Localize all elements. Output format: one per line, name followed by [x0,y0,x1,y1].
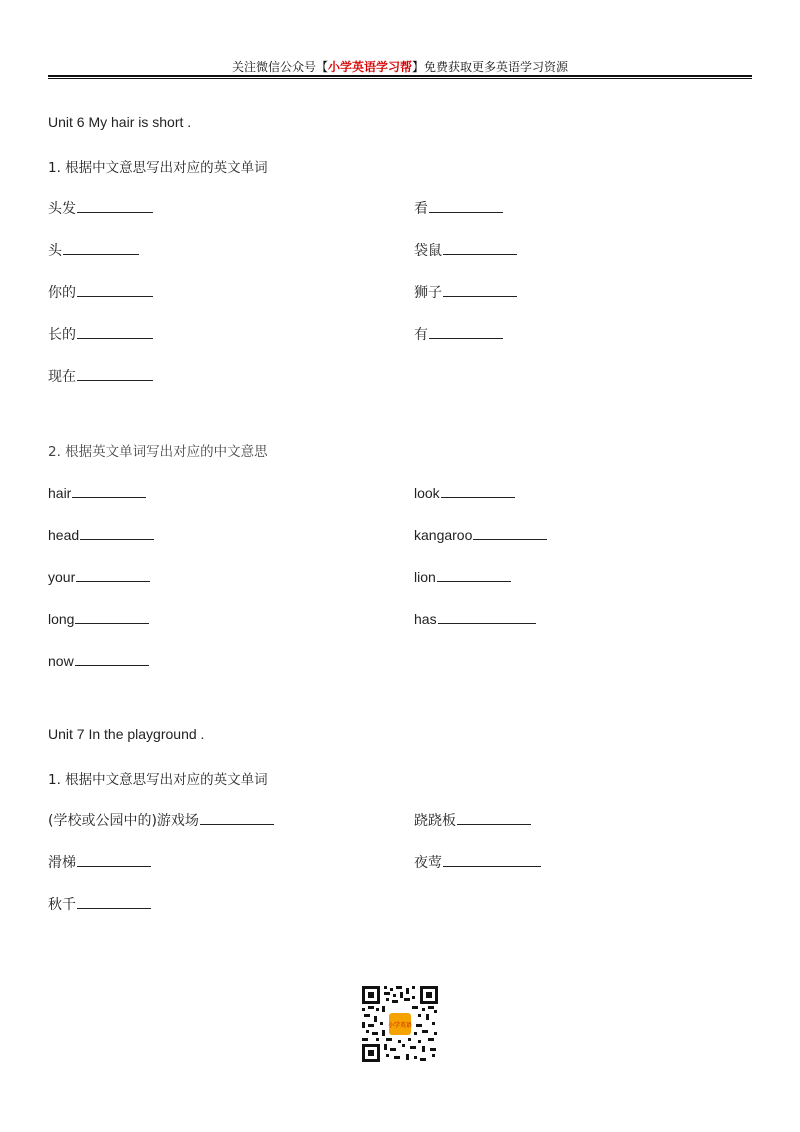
unit6-s1-left-0 [48,198,153,218]
answer-blank[interactable] [438,609,536,624]
answer-blank[interactable] [443,852,541,867]
unit6-s1-right-0 [414,198,503,218]
unit7-title: Unit 7 In the playground . [48,726,205,742]
word-label: 看 [414,201,428,217]
answer-blank[interactable] [72,483,146,498]
word-label: 夜莺 [414,855,442,871]
header-rule-thin [48,78,752,79]
unit6-s2-left-0 [48,483,146,501]
header-suffix: 】免费获取更多英语学习资源 [412,60,569,74]
unit7-s1-left-2 [48,894,151,914]
answer-blank[interactable] [437,567,511,582]
page-header [0,58,800,75]
word-label: 狮子 [414,285,442,301]
unit6-s1-left-4 [48,366,153,386]
answer-blank[interactable] [77,366,153,381]
word-label: look [414,485,440,501]
answer-blank[interactable] [77,894,151,909]
unit6-s2-left-1 [48,525,154,543]
unit6-s2-right-3 [414,609,536,627]
unit6-s2-right-0 [414,483,515,501]
answer-blank[interactable] [77,198,153,213]
word-label: 现在 [48,369,76,385]
word-label: 滑梯 [48,855,76,871]
word-label: 长的 [48,327,76,343]
header-prefix: 关注微信公众号【 [231,60,328,74]
word-label: 袋鼠 [414,243,442,259]
qr-center-logo: 小学英语 [387,1022,413,1029]
unit6-s2-left-4 [48,651,149,669]
word-label: 头 [48,243,62,259]
unit7-s1-right-1 [414,852,541,872]
answer-blank[interactable] [77,852,151,867]
answer-blank[interactable] [77,282,153,297]
unit6-s1-right-3 [414,324,503,344]
unit6-s2-right-2 [414,567,511,585]
answer-blank[interactable] [441,483,515,498]
answer-blank[interactable] [77,324,153,339]
header-rule-thick [48,75,752,77]
unit6-s1-left-3 [48,324,153,344]
word-label: has [414,611,437,627]
unit7-section1-heading: 1. 根据中文意思写出对应的英文单词 [48,772,268,788]
answer-blank[interactable] [63,240,139,255]
answer-blank[interactable] [200,810,274,825]
unit6-s1-right-2 [414,282,517,302]
answer-blank[interactable] [443,282,517,297]
unit7-s1-right-0 [414,810,531,830]
qr-code-icon [362,986,438,1062]
answer-blank[interactable] [80,525,154,540]
word-label: kangaroo [414,527,473,543]
answer-blank[interactable] [473,525,547,540]
word-label: lion [414,569,436,585]
word-label: long [48,611,75,627]
word-label: 头发 [48,201,76,217]
unit6-s1-right-1 [414,240,517,260]
unit6-s1-left-2 [48,282,153,302]
unit7-s1-left-1 [48,852,151,872]
unit6-s1-left-1 [48,240,139,260]
answer-blank[interactable] [76,567,150,582]
word-label: now [48,653,74,669]
word-label: (学校或公园中的)游戏场 [48,813,199,829]
unit6-s2-right-1 [414,525,547,543]
unit7-s1-left-0 [48,810,274,830]
word-label: 跷跷板 [414,813,456,829]
word-label: 秋千 [48,897,76,913]
word-label: your [48,569,76,585]
header-account-name: 小学英语学习帮 [327,60,412,74]
answer-blank[interactable] [443,240,517,255]
unit6-section1-heading: 1. 根据中文意思写出对应的英文单词 [48,160,268,176]
word-label: hair [48,485,72,501]
answer-blank[interactable] [429,198,503,213]
word-label: 有 [414,327,428,343]
word-label: 你的 [48,285,76,301]
word-label: head [48,527,80,543]
unit6-section2-heading: 2. 根据英文单词写出对应的中文意思 [48,444,268,460]
answer-blank[interactable] [75,651,149,666]
answer-blank[interactable] [429,324,503,339]
unit6-s2-left-2 [48,567,150,585]
answer-blank[interactable] [75,609,149,624]
unit6-s2-left-3 [48,609,149,627]
answer-blank[interactable] [457,810,531,825]
unit6-title: Unit 6 My hair is short . [48,114,192,130]
